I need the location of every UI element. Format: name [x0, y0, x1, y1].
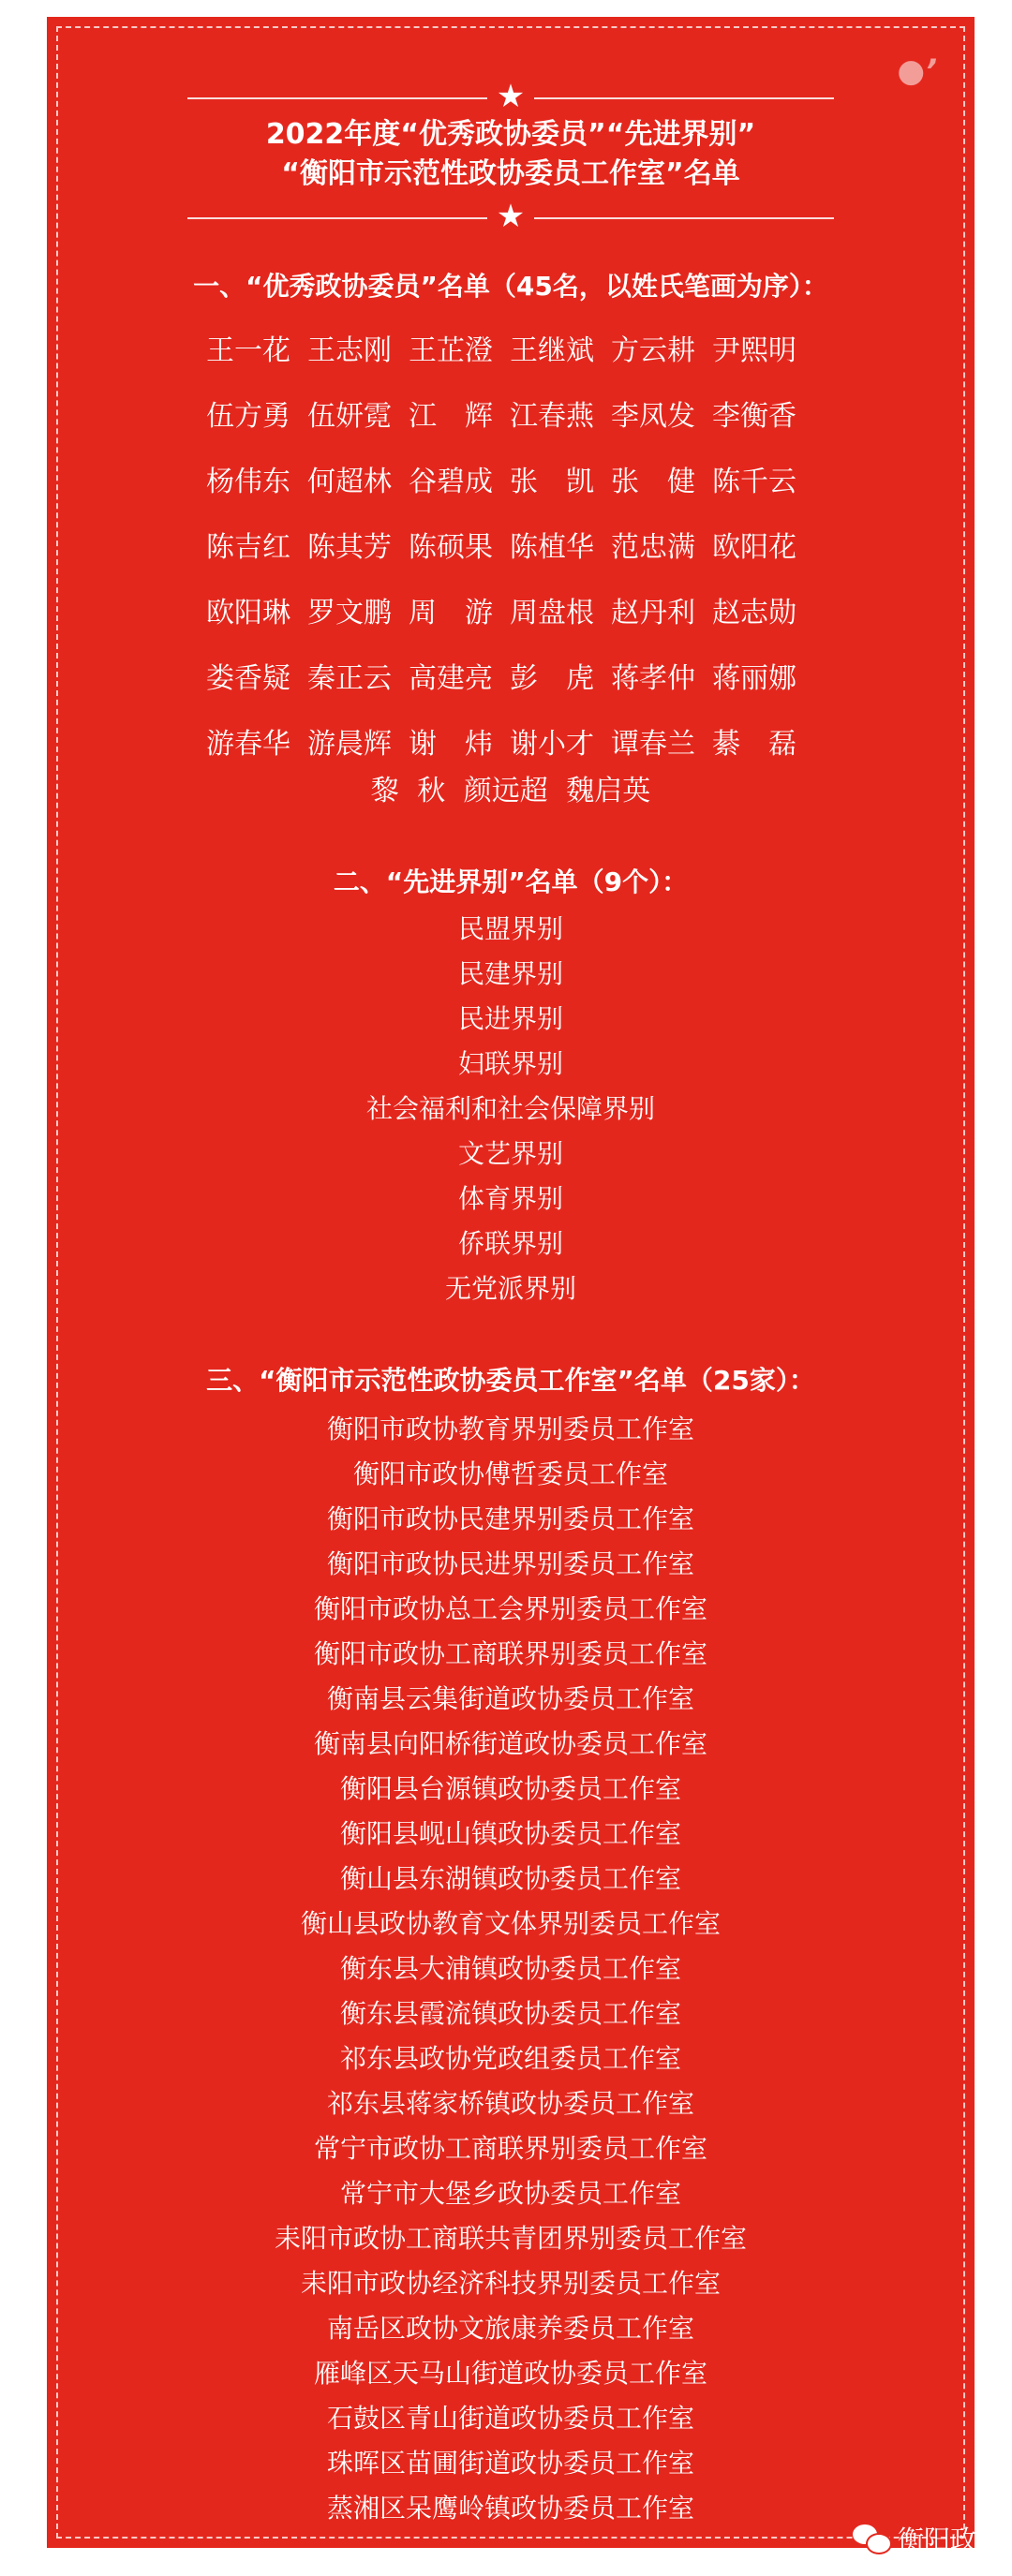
member-name: 高建亮 [409, 662, 493, 695]
member-name: 江春燕 [510, 400, 594, 433]
sector-list [47, 907, 975, 1311]
member-name: 蒋丽娜 [712, 662, 796, 695]
sector-item: 社会福利和社会保障界别 [365, 1093, 655, 1124]
member-name: 江 辉 [409, 400, 493, 433]
star-icon: ★ [496, 78, 526, 115]
member-name: 谷碧成 [409, 466, 493, 498]
studio-item: 衡东县大浦镇政协委员工作室 [339, 1953, 681, 1984]
studio-item: 衡阳市政协教育界别委员工作室 [326, 1414, 694, 1444]
star-icon: ★ [496, 198, 526, 235]
studio-item: 常宁市政协工商联界别委员工作室 [313, 2133, 707, 2164]
divider-line [534, 217, 834, 219]
corner-mark: ●’ [897, 52, 937, 90]
member-name: 罗文鹏 [307, 597, 392, 629]
studio-item: 衡阳市政协工商联界别委员工作室 [313, 1638, 707, 1669]
studio-item: 雁峰区天马山街道政协委员工作室 [313, 2358, 707, 2389]
sector-item: 妇联界别 [457, 1048, 563, 1079]
member-name: 谭春兰 [611, 728, 695, 761]
watermark [853, 2520, 1003, 2557]
member-name: 王志刚 [307, 334, 392, 367]
member-name: 尹熙明 [712, 334, 796, 367]
member-name: 陈植华 [510, 531, 594, 564]
sector-item: 无党派界别 [444, 1273, 576, 1304]
member-name-row [206, 384, 843, 450]
studio-item: 衡南县向阳桥街道政协委员工作室 [313, 1728, 707, 1759]
studio-item: 石鼓区青山街道政协委员工作室 [326, 2403, 694, 2434]
studio-item: 衡阳市政协民进界别委员工作室 [326, 1548, 694, 1579]
member-name: 伍妍霓 [307, 400, 392, 433]
studio-item: 珠晖区苗圃街道政协委员工作室 [326, 2448, 694, 2479]
studio-item: 衡阳县岘山镇政协委员工作室 [339, 1818, 681, 1849]
divider-line [534, 97, 834, 99]
member-name: 范忠满 [611, 531, 695, 564]
sector-item: 民进界别 [457, 1003, 563, 1034]
member-name-last-row: 黎 秋 颜远超 魏启英 [370, 775, 651, 807]
member-name: 欧阳花 [712, 531, 796, 564]
sector-item: 民建界别 [457, 958, 563, 989]
studio-item: 衡南县云集街道政协委员工作室 [326, 1683, 694, 1714]
wechat-icon [853, 2524, 890, 2553]
member-name: 周盘根 [510, 597, 594, 629]
divider-line [187, 217, 487, 219]
member-name-grid [206, 318, 843, 777]
studio-item: 耒阳市政协工商联共青团界别委员工作室 [274, 2223, 747, 2254]
studio-item: 衡山县东湖镇政协委员工作室 [339, 1863, 681, 1894]
section-heading-studios: 三、“衡阳市示范性政协委员工作室”名单（25家）： [206, 1365, 815, 1396]
member-name: 蒋孝仲 [611, 662, 695, 695]
member-name: 娄香疑 [206, 662, 290, 695]
member-name: 赵丹利 [611, 597, 695, 629]
member-name: 周 游 [409, 597, 493, 629]
member-name: 秦正云 [307, 662, 392, 695]
member-name: 伍方勇 [206, 400, 290, 433]
member-name: 方云耕 [611, 334, 695, 367]
member-name: 张 凯 [510, 466, 594, 498]
member-name: 陈硕果 [409, 531, 493, 564]
sector-item: 体育界别 [457, 1183, 563, 1214]
divider-line [187, 97, 487, 99]
page-title-line1: 2022年度“优秀政协委员”“先进界别” [265, 118, 756, 151]
member-name: 赵志勋 [712, 597, 796, 629]
watermark-text: 衡阳政协 [897, 2524, 1003, 2555]
studio-item: 常宁市大堡乡政协委员工作室 [339, 2178, 681, 2209]
member-name: 綦 磊 [712, 728, 796, 761]
member-name: 陈其芳 [307, 531, 392, 564]
member-name: 游晨辉 [307, 728, 392, 761]
member-name-row [206, 712, 843, 777]
sector-item: 民盟界别 [457, 913, 563, 944]
studio-item: 衡阳市政协傅哲委员工作室 [352, 1458, 668, 1489]
member-name-row [206, 318, 843, 384]
member-name: 王继斌 [510, 334, 594, 367]
member-name: 何超林 [307, 466, 392, 498]
studio-item: 衡阳市政协总工会界别委员工作室 [313, 1593, 707, 1624]
member-name: 杨伟东 [206, 466, 290, 498]
studio-item: 衡阳市政协民建界别委员工作室 [326, 1503, 694, 1534]
member-name: 彭 虎 [510, 662, 594, 695]
member-name: 王一花 [206, 334, 290, 367]
member-name: 欧阳琳 [206, 597, 290, 629]
studio-item: 蒸湘区呆鹰岭镇政协委员工作室 [326, 2493, 694, 2524]
member-name: 谢 炜 [409, 728, 493, 761]
studio-item: 祁东县蒋家桥镇政协委员工作室 [326, 2088, 694, 2119]
member-name: 谢小才 [510, 728, 594, 761]
member-name-row [206, 581, 843, 646]
member-name: 李凤发 [611, 400, 695, 433]
member-name-row [206, 450, 843, 515]
poster-card [47, 17, 975, 2548]
member-name: 李衡香 [712, 400, 796, 433]
section-heading-sectors: 二、“先进界别”名单（9个）： [333, 866, 689, 897]
member-name: 陈吉红 [206, 531, 290, 564]
studio-item: 衡阳县台源镇政协委员工作室 [339, 1773, 681, 1804]
studio-item: 耒阳市政协经济科技界别委员工作室 [300, 2268, 721, 2299]
member-name: 游春华 [206, 728, 290, 761]
studio-item: 衡山县政协教育文体界别委员工作室 [300, 1908, 721, 1939]
studio-item: 南岳区政协文旅康养委员工作室 [326, 2313, 694, 2344]
studio-item: 祁东县政协党政组委员工作室 [339, 2043, 681, 2074]
sector-item: 侨联界别 [457, 1228, 563, 1259]
member-name: 王芷澄 [409, 334, 493, 367]
section-heading-members: 一、“优秀政协委员”名单（45名，以姓氏笔画为序）： [193, 271, 828, 302]
sector-item: 文艺界别 [457, 1138, 563, 1169]
member-name: 陈千云 [712, 466, 796, 498]
page-title-line2: “衡阳市示范性政协委员工作室”名单 [281, 157, 740, 190]
member-name-row [206, 515, 843, 581]
member-name-row [206, 646, 843, 712]
member-name: 张 健 [611, 466, 695, 498]
studio-item: 衡东县霞流镇政协委员工作室 [339, 1998, 681, 2029]
studio-list [47, 1407, 975, 2531]
